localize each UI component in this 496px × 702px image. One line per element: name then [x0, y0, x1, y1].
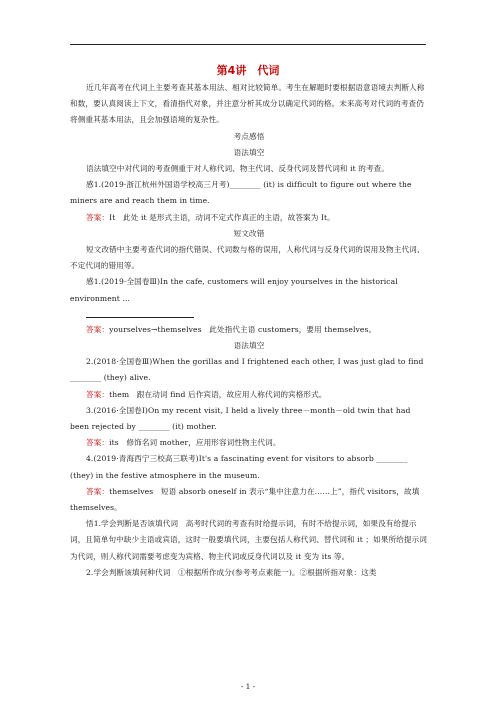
subheading-grammar-fill-1: 语法填空	[233, 147, 265, 157]
header-rule	[70, 44, 426, 45]
answer-label: 答案：	[86, 486, 110, 496]
answer-4: 答案：its 修饰名词 mother，应用形容词性物主代词。	[86, 438, 281, 448]
answer-1: 答案：It 此处 it 是形式主语，动词不定式作真正的主语，故答案为 It。	[86, 212, 335, 222]
answer-5: 答案：themselves 短语 absorb oneself in 表示“集中注意力在……上”，指代 visitors，故填 themselves。	[70, 486, 420, 513]
answer-3: 答案：them 跟在动词 find 后作宾语，故应用人称代词的宾格形式。	[86, 389, 327, 399]
question-3: 2.(2018·全国卷Ⅲ)When the gorillas and I frightened each other, I was just glad to find ________ (they) alive.	[70, 357, 432, 383]
grammar-fill-description: 语法填空中对代词的考查侧重于对人称代词、物主代词、反身代词及替代词和 it 的考查。	[86, 164, 390, 174]
subheading-grammar-fill-2: 语法填空	[233, 341, 265, 351]
document-body	[70, 80, 432, 581]
subheading-error-correction: 短文改错	[233, 228, 265, 238]
question-1: 感1.(2019·浙江杭州外国语学校高三月考)________ (it) is difficult to figure out where the miners are and reach them in time.	[70, 180, 412, 206]
error-correction-description: 短文改错中主要考查代词的指代错误、代词数与格的误用，人称代词与反身代词的误用及物主代词、不定代词的错用等。	[70, 245, 425, 271]
answer-label: 答案：	[86, 438, 110, 448]
answer-label: 答案：	[86, 212, 110, 222]
answer-label: 答案：	[86, 389, 110, 399]
answer-label: 答案：	[86, 324, 110, 334]
lesson-title: 第4讲 代词	[216, 64, 280, 77]
question-5: 4.(2019·青海西宁三校高三联考)It's a fascinating event for visitors to absorb ________ (they) in the festive atmosphere in the museum.	[70, 454, 408, 480]
page-number: - 1 -	[240, 682, 256, 691]
answer-blank-line	[86, 307, 194, 318]
question-4: 3.(2016·全国卷Ⅰ)On my recent visit, I held a lively three－month－old twin that had been rejected by ________ (it) mother.	[70, 405, 411, 432]
tip-2: 2.学会判断该填何种代词 ①根据所作成分(参考考点素能一)。②根据所指对象：这类	[86, 567, 377, 577]
section-heading-kaodian: 考点感悟	[233, 131, 265, 141]
tip-1: 悟1.学会判断是否该填代词 高考时代词的考查有时给提示词，有时不给提示词，如果没有给提示词，且简单句中缺少主语或宾语，这时一般要填代词，主要包括人称代词、替代词和 it ；如果所给提示词为代词，则人称代词需要考虑变为宾格、物主代词或反身代词以及 it 变为 its 等。	[70, 519, 427, 561]
answer-2: 答案：yourselves→themselves 此处指代主语 customers，要用 themselves。	[86, 324, 377, 334]
question-2: 感1.(2019·全国卷Ⅲ)In the cafe, customers will enjoy yourselves in the historical environment ...	[70, 277, 398, 303]
intro-paragraph: 近几年高考在代词上主要考查其基本用法、相对比较简单。考生在解题时要根据语意语境去判断人称和数，要认真阅读上下文，看清指代对象，并注意分析其成分以确定代词的格。未来高考对代词的考查仍将侧重其基本用法，且会加强语境的复杂性。	[70, 83, 425, 125]
